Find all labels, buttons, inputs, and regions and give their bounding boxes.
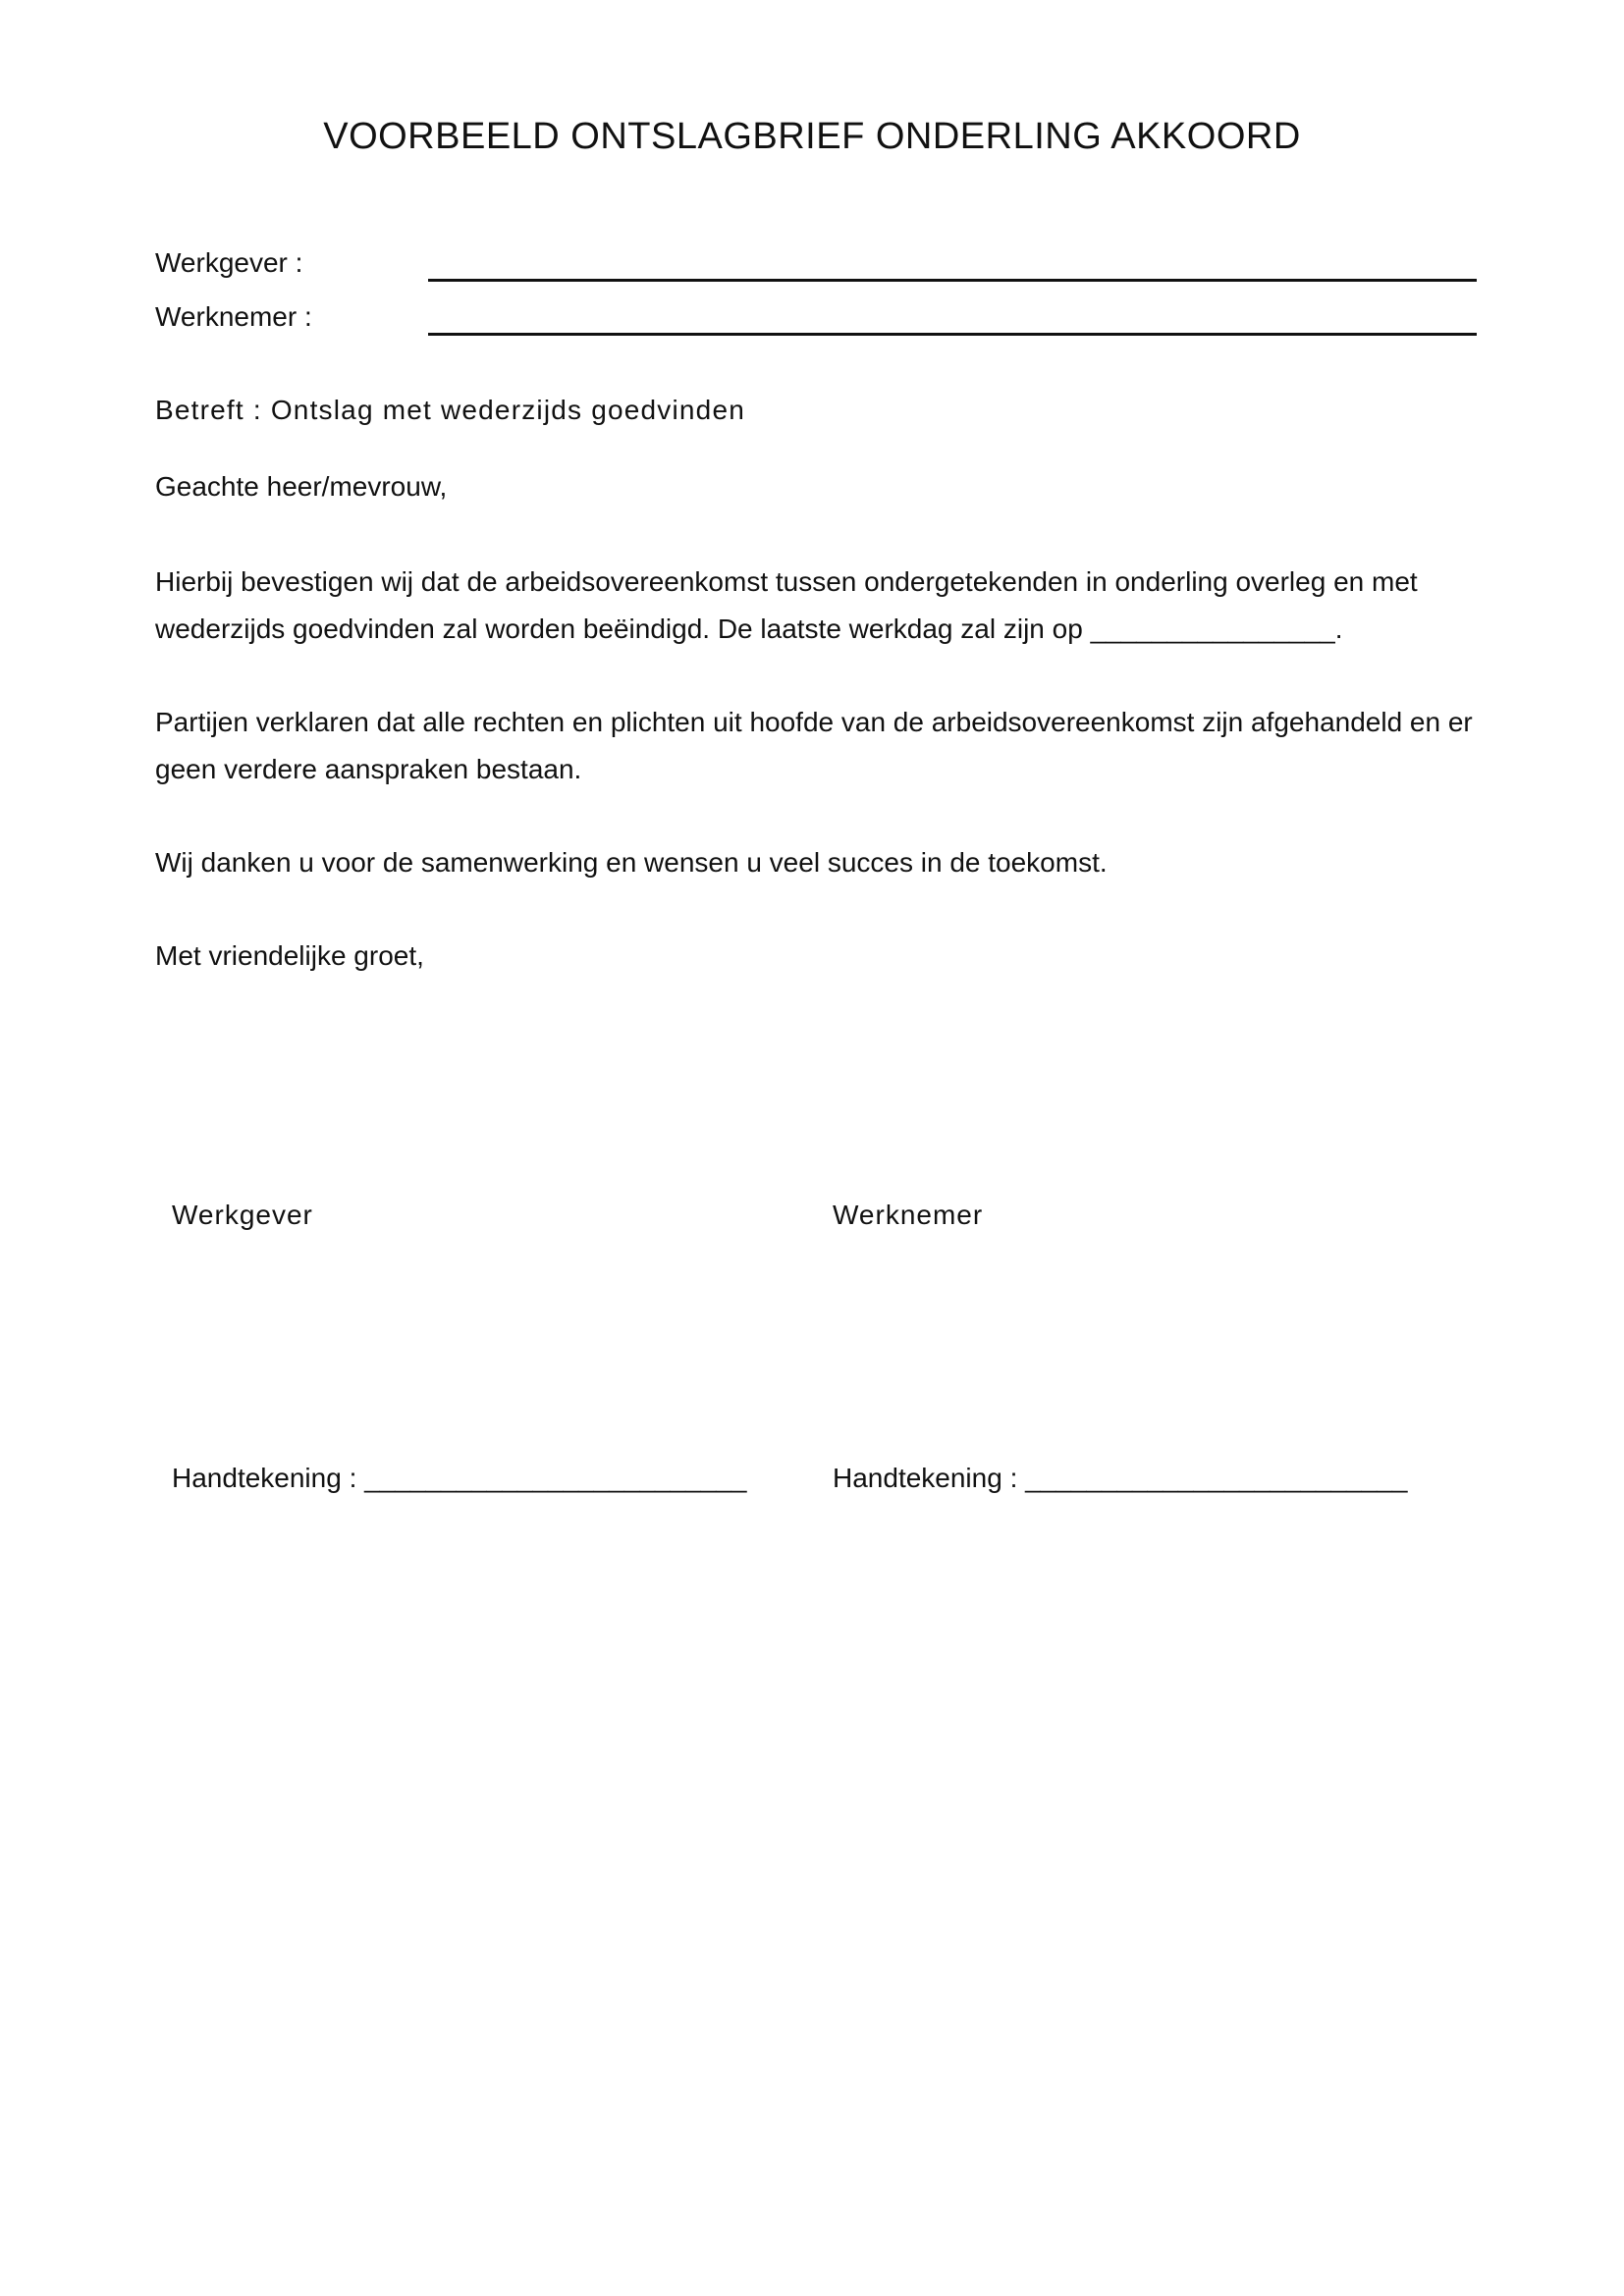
employer-field-line[interactable] [428, 279, 1477, 282]
closing-greeting: Met vriendelijke groet, [155, 940, 424, 971]
employee-field-line[interactable] [428, 333, 1477, 336]
employee-signature-line[interactable]: Handtekening : _________________________ [833, 1463, 1408, 1493]
subject-line: Betreft : Ontslag met wederzijds goedvinden [155, 395, 746, 425]
page-title: VOORBEELD ONTSLAGBRIEF ONDERLING AKKOORD [323, 116, 1301, 157]
employee-field-label: Werknemer : [155, 301, 312, 332]
employer-signature-line[interactable]: Handtekening : _________________________ [172, 1463, 747, 1493]
employer-field [155, 247, 1477, 287]
employer-signature-heading: Werkgever [172, 1200, 313, 1230]
salutation: Geachte heer/mevrouw, [155, 471, 448, 502]
employee-signature-heading: Werknemer [833, 1200, 984, 1230]
paragraph-thanks: Wij danken u voor de samenwerking en wensen u veel succes in de toekomst. [155, 847, 1108, 878]
paragraph-end-date: Hierbij bevestigen wij dat de arbeidsovereenkomst tussen ondergetekenden in onderling overleg en met wederzijds goedvinden zal worden beëindigd. De laatste werkdag zal zijn op ________________. [155, 566, 1418, 644]
employee-field [155, 301, 1477, 341]
paragraph-settlement: Partijen verklaren dat alle rechten en plichten uit hoofde van de arbeidsovereenkomst zijn afgehandeld en er geen verdere aanspraken bestaan. [155, 707, 1473, 784]
employer-field-label: Werkgever : [155, 247, 303, 278]
